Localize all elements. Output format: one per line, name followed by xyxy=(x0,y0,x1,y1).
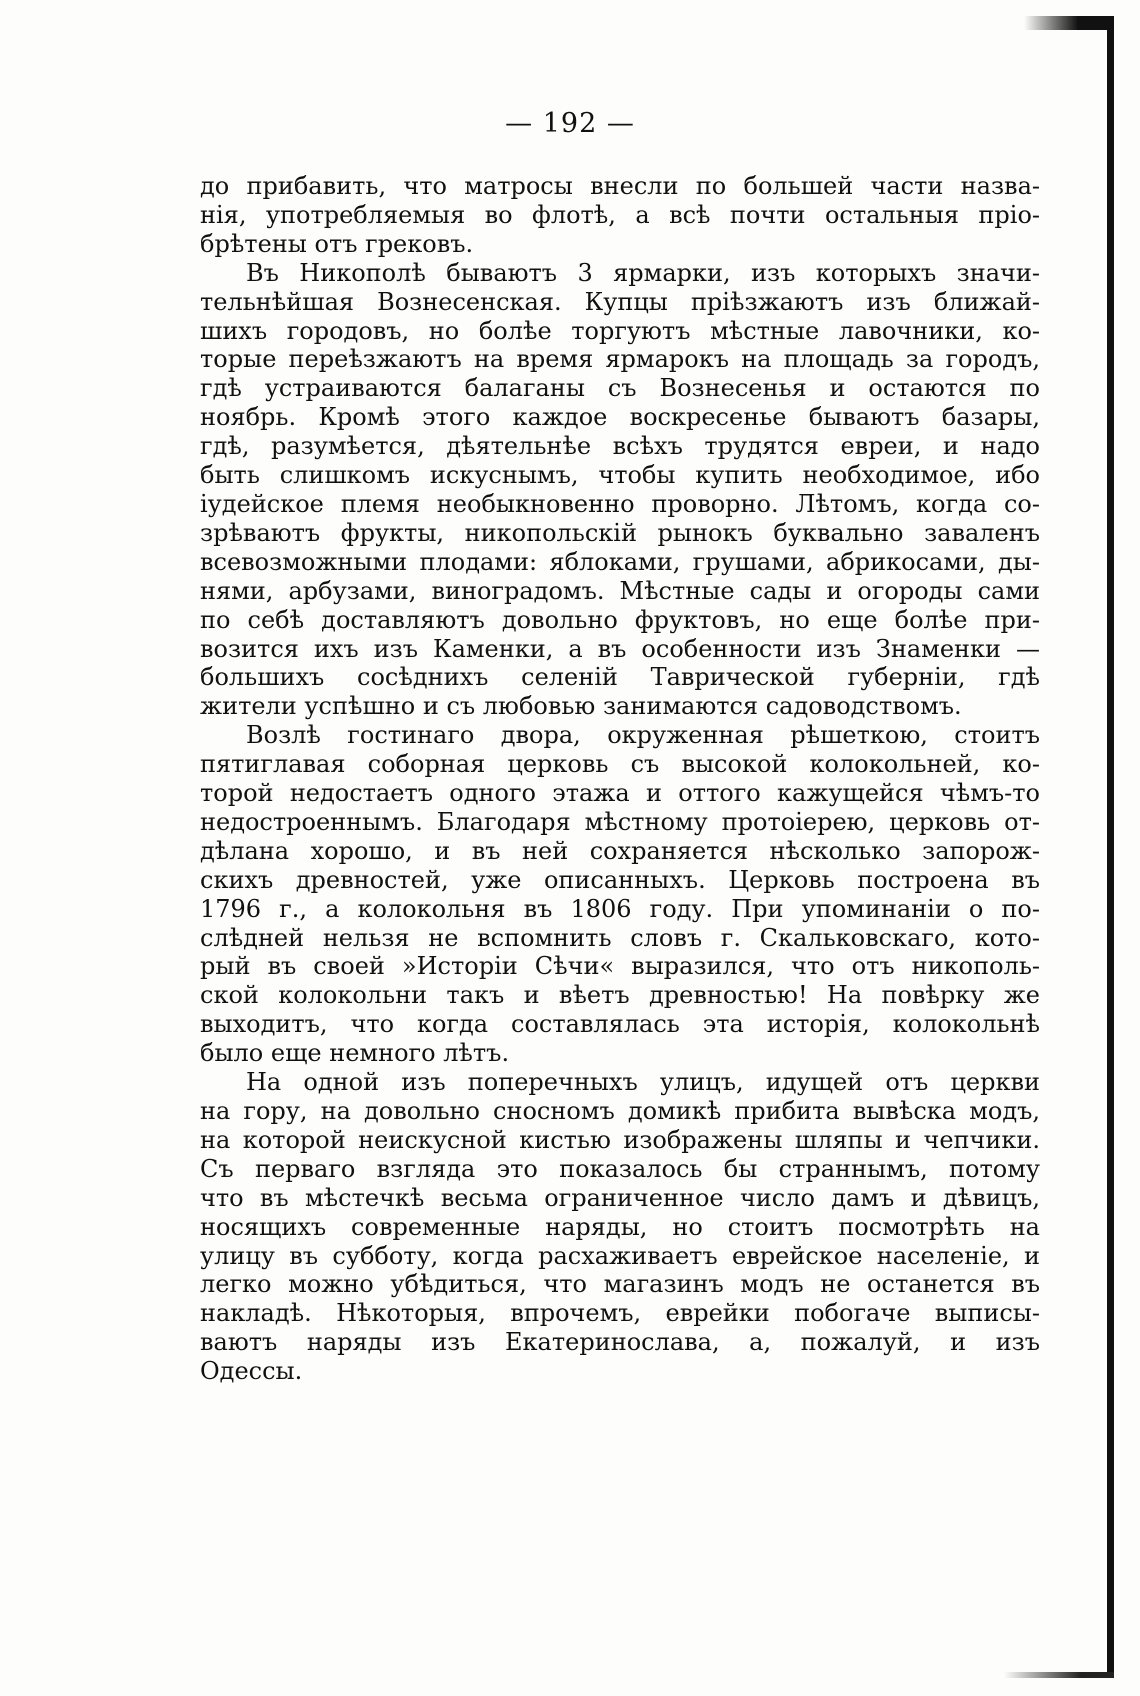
text-line: ваютъ наряды изъ Екатеринослава, а, пожалуй, и изъ xyxy=(200,1328,1040,1357)
text-line: что въ мѣстечкѣ весьма ограниченное число дамъ и дѣвицъ, xyxy=(200,1183,1040,1212)
paragraph xyxy=(200,1068,1040,1386)
scan-edge-right xyxy=(1107,18,1114,1678)
text-line: іудейское племя необыкновенно проворно. Лѣтомъ, когда со- xyxy=(200,489,1040,518)
text-line: Возлѣ гостинаго двора, окруженная рѣшеткою, стоитъ xyxy=(246,721,1040,750)
text-line: жители успѣшно и съ любовью занимаются садоводствомъ. xyxy=(200,692,962,721)
text-line: Одессы. xyxy=(200,1357,303,1386)
text-line: всевозможными плодами: яблоками, грушами, абрикосами, ды- xyxy=(200,547,1040,576)
text-line: нями, арбузами, виноградомъ. Мѣстные сады и огороды сами xyxy=(200,576,1040,605)
scan-edge-top xyxy=(1024,16,1114,30)
text-line: брѣтены отъ грековъ. xyxy=(200,229,474,258)
text-line: нія, употребляемыя во флотѣ, а всѣ почти остальныя пріо- xyxy=(200,200,1040,229)
text-line: возится ихъ изъ Каменки, а въ особенности изъ Знаменки — xyxy=(200,634,1040,663)
text-line: торые переѣзжаютъ на время ярмарокъ на площадь за городъ, xyxy=(200,345,1040,374)
text-line: Съ перваго взгляда это показалось бы страннымъ, потому xyxy=(200,1154,1040,1183)
text-line: тельнѣйшая Вознесенская. Купцы пріѣзжаютъ изъ ближай- xyxy=(200,287,1040,316)
text-line: гдѣ, разумѣется, дѣятельнѣе всѣхъ трудятся евреи, и надо xyxy=(200,432,1040,461)
text-line: выходитъ, что когда составлялась эта исторія, колокольнѣ xyxy=(200,1010,1040,1039)
text-line: на гору, на довольно сносномъ домикѣ прибита вывѣска модъ, xyxy=(200,1097,1040,1125)
text-line: ноябрь. Кромѣ этого каждое воскресенье бываютъ базары, xyxy=(200,403,1040,432)
text-line: было еще немного лѣтъ. xyxy=(200,1039,510,1068)
text-line: легко можно убѣдиться, что магазинъ модъ не останется въ xyxy=(200,1270,1040,1299)
text-line: гдѣ устраиваются балаганы съ Вознесенья и остаются по xyxy=(200,374,1040,403)
text-line: слѣдней нельзя не вспомнить словъ г. Скальковскаго, кото- xyxy=(200,923,1040,952)
text-line: до прибавить, что матросы внесли по большей части назва- xyxy=(200,172,1040,200)
text-line: улицу въ субботу, когда расхаживаетъ еврейское населеніе, и xyxy=(200,1241,1040,1270)
text-line: пятиглавая соборная церковь съ высокой колокольней, ко- xyxy=(200,750,1040,779)
text-line: На одной изъ поперечныхъ улицъ, идущей отъ церкви xyxy=(246,1068,1040,1097)
text-line: Въ Никополѣ бываютъ 3 ярмарки, изъ которыхъ значи- xyxy=(246,258,1040,287)
text-line: большихъ сосѣднихъ селеній Таврической губерніи, гдѣ xyxy=(200,663,1040,692)
text-line: накладѣ. Нѣкоторыя, впрочемъ, еврейки побогаче выписы- xyxy=(200,1299,1040,1328)
paragraph xyxy=(200,721,1040,1068)
text-line: дѣлана хорошо, и въ ней сохраняется нѣсколько запорож- xyxy=(200,836,1040,865)
text-line: по себѣ доставляютъ довольно фруктовъ, но еще болѣе при- xyxy=(200,605,1040,634)
body-text xyxy=(200,172,1040,1386)
scan-edge-bottom xyxy=(1004,1672,1114,1678)
text-line: скихъ древностей, уже описанныхъ. Церковь построена въ xyxy=(200,865,1040,894)
text-line: недостроеннымъ. Благодаря мѣстному протоіерею, церковь от- xyxy=(200,807,1040,836)
text-line: рый въ своей »Исторіи Сѣчи« выразился, что отъ никополь- xyxy=(200,952,1040,981)
text-line: на которой неискусной кистью изображены шляпы и чепчики. xyxy=(200,1125,1040,1154)
text-line: шихъ городовъ, но болѣе торгуютъ мѣстные лавочники, ко- xyxy=(200,316,1040,345)
text-line: торой недостаетъ одного этажа и оттого кажущейся чѣмъ-то xyxy=(200,779,1040,808)
paragraph xyxy=(200,172,1040,259)
page-number: — 192 — xyxy=(505,108,635,139)
paragraph xyxy=(200,259,1040,722)
text-line: 1796 г., а колокольня въ 1806 году. При упоминаніи о по- xyxy=(200,894,1040,923)
text-line: ской колокольни такъ и вѣетъ древностью! На повѣрку же xyxy=(200,981,1040,1010)
text-line: быть слишкомъ искуснымъ, чтобы купить необходимое, ибо xyxy=(200,461,1040,490)
text-line: носящихъ современные наряды, но стоитъ посмотрѣть на xyxy=(200,1212,1040,1241)
text-line: зрѣваютъ фрукты, никопольскій рынокъ буквально заваленъ xyxy=(200,518,1040,547)
